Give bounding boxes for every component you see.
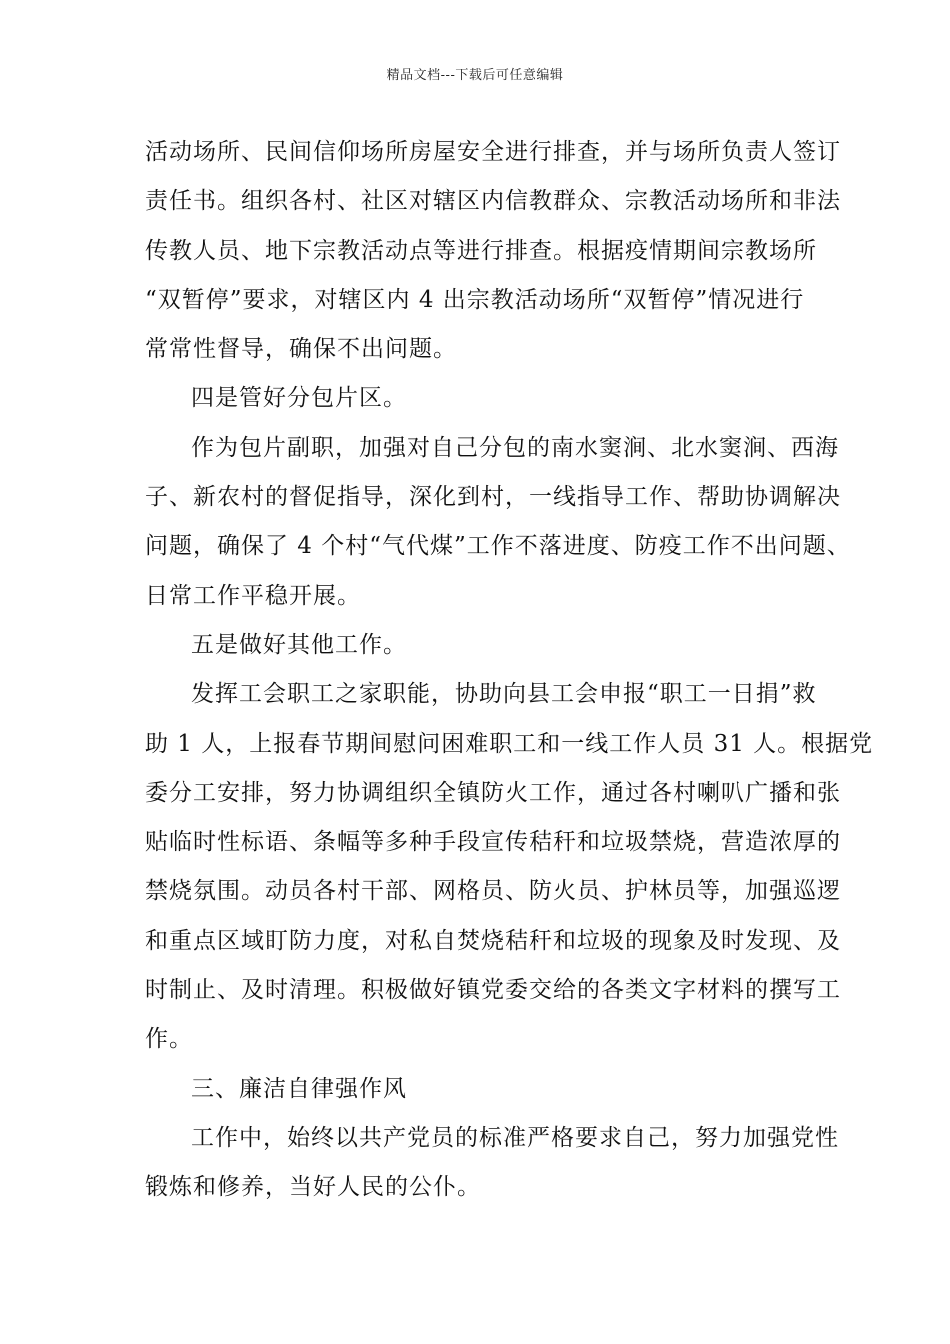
text-line: 工作中，始终以共产党员的标准严格要求自己，努力加强党性 <box>191 1124 839 1151</box>
text-line: 三、廉洁自律强作风 <box>191 1075 407 1102</box>
section-heading <box>145 1065 825 1114</box>
text-line: 时制止、及时清理。积极做好镇党委交给的各类文字材料的撰写工 <box>145 977 841 1004</box>
paragraph <box>145 424 851 621</box>
text-line: 委分工安排，努力协调组织全镇防火工作，通过各村喇叭广播和张 <box>145 779 841 806</box>
subheading <box>145 621 825 670</box>
text-line: 作为包片副职，加强对自己分包的南水窦涧、北水窦涧、西海 <box>191 434 839 461</box>
text-line: 责任书。组织各村、社区对辖区内信教群众、宗教活动场所和非法 <box>145 188 841 215</box>
text-line: 活动场所、民间信仰场所房屋安全进行排查，并与场所负责人签订 <box>145 139 841 165</box>
text-line: 作。 <box>145 1026 193 1053</box>
text-line: 传教人员、地下宗教活动点等进行排查。根据疫情期间宗教场所 <box>145 237 817 264</box>
text-line: 问题，确保了 4 个村“气代煤”工作不落进度、防疫工作不出问题、 <box>145 533 851 560</box>
text-line: 常常性督导，确保不出问题。 <box>145 336 457 363</box>
paragraph <box>145 670 874 1064</box>
text-line: 禁烧氛围。动员各村干部、网格员、防火员、护林员等，加强巡逻 <box>145 878 841 905</box>
text-line: 子、新农村的督促指导，深化到村，一线指导工作、帮助协调解决 <box>145 484 841 511</box>
text-line: 贴临时性标语、条幅等多种手段宣传秸秆和垃圾禁烧，营造浓厚的 <box>145 829 841 856</box>
subheading <box>145 374 825 423</box>
text-line: 助 1 人，上报春节期间慰问困难职工和一线工作人员 31 人。根据党 <box>145 730 874 757</box>
document-body <box>145 128 874 1213</box>
text-line: “双暂停”要求，对辖区内 4 出宗教活动场所“双暂停”情况进行 <box>145 286 805 313</box>
text-line: 日常工作平稳开展。 <box>145 582 361 609</box>
text-line: 五是做好其他工作。 <box>191 631 407 658</box>
text-line: 发挥工会职工之家职能，协助向县工会申报“职工一日捐”救 <box>191 681 817 708</box>
text-line: 四是管好分包片区。 <box>191 385 407 412</box>
page-header: 精品文档---下载后可任意编辑 <box>386 68 564 83</box>
paragraph <box>145 128 841 374</box>
text-line: 和重点区域盯防力度，对私自焚烧秸秆和垃圾的现象及时发现、及 <box>145 927 841 954</box>
paragraph <box>145 1114 839 1213</box>
text-line: 锻炼和修养，当好人民的公仆。 <box>145 1174 481 1201</box>
